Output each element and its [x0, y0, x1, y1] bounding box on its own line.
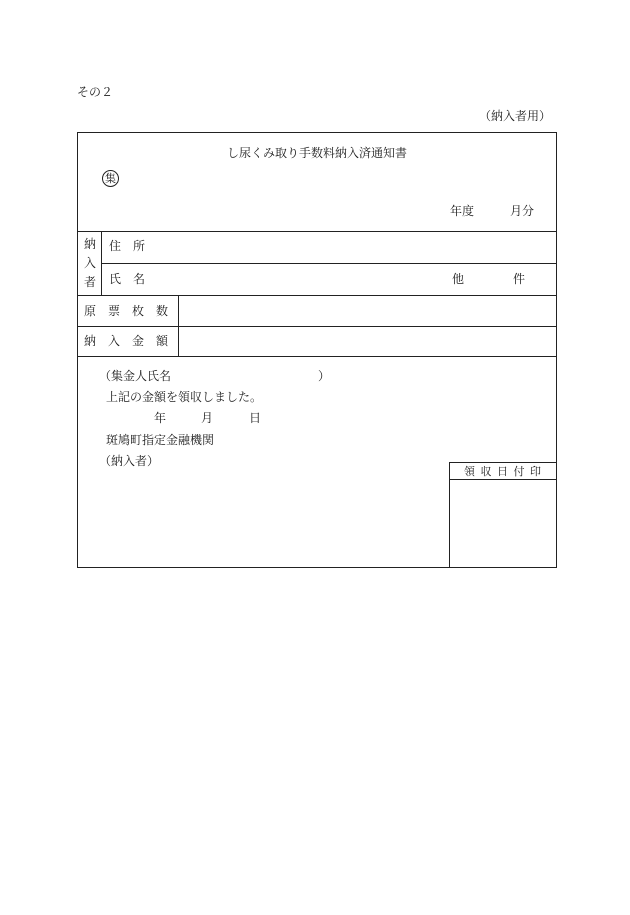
divider: [178, 295, 179, 356]
fiscal-year-label: 年度: [450, 204, 475, 218]
payer-label: （納入者）: [99, 454, 160, 468]
page-label: その２: [77, 85, 114, 99]
copy-label: （納入者用）: [479, 109, 552, 123]
count-label: 件: [513, 272, 526, 286]
receipt-date-stamp-box: [449, 462, 556, 567]
divider: [101, 263, 556, 264]
collector-name-label: （集金人氏名: [99, 369, 172, 383]
payer-side-label-char: 者: [83, 275, 96, 289]
form-title: し尿くみ取り手数料納入済通知書: [226, 146, 407, 160]
month-label: 月分: [510, 204, 535, 218]
others-label: 他: [452, 272, 465, 286]
divider: [77, 326, 556, 327]
name-label: 氏 名: [109, 272, 146, 286]
date-month-label: 月: [201, 411, 214, 425]
amount-label: 納 入 金 額: [84, 334, 169, 348]
divider: [77, 356, 556, 357]
divider: [77, 231, 556, 232]
stamp-box-header: 領 収 日 付 印: [450, 464, 556, 480]
received-statement: 上記の金額を領収しました。: [106, 390, 263, 404]
date-day-label: 日: [249, 411, 262, 425]
divider: [101, 231, 102, 295]
financial-institution: 斑鳩町指定金融機関: [106, 433, 215, 447]
date-year-label: 年: [154, 411, 167, 425]
collector-name-close: ）: [318, 369, 331, 383]
slip-count-label: 原 票 枚 数: [84, 304, 169, 318]
payer-side-label-char: 納: [83, 237, 96, 251]
divider: [77, 295, 556, 296]
payer-side-label-char: 入: [83, 256, 96, 270]
collection-seal-icon: 集: [102, 170, 119, 187]
address-label: 住 所: [109, 239, 146, 253]
